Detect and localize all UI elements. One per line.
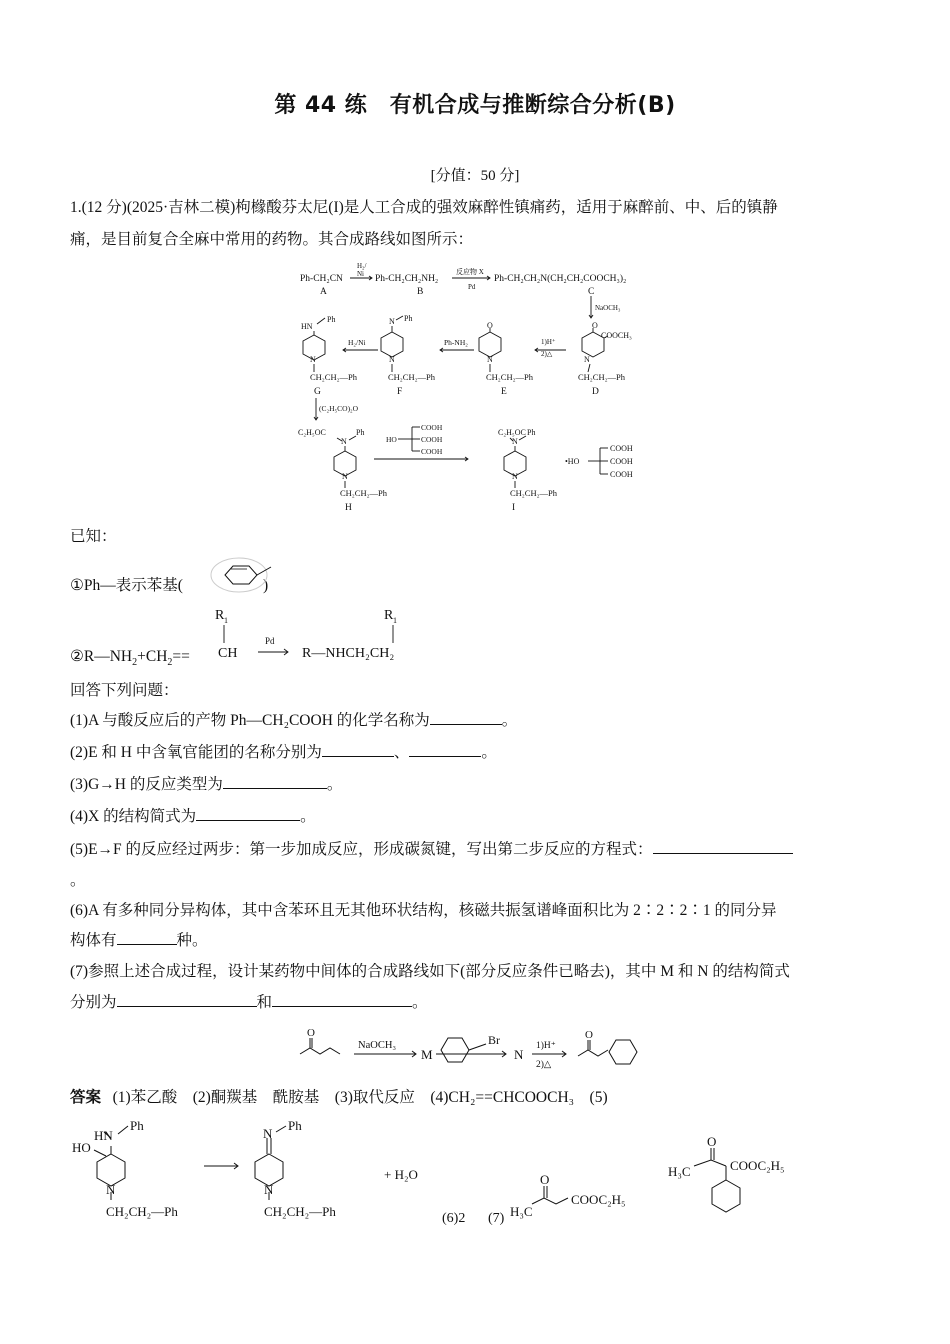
q7-and: 和 bbox=[256, 994, 273, 1011]
benzene-ring-icon bbox=[205, 552, 287, 598]
q7-end: 。 bbox=[412, 994, 428, 1011]
q7-blank-1[interactable] bbox=[117, 988, 257, 1007]
salt-ho: •HO bbox=[565, 457, 580, 466]
q2-blank-2[interactable] bbox=[409, 738, 481, 757]
known-2-sub: 2 bbox=[132, 657, 138, 669]
q2 bbox=[70, 738, 880, 768]
salt-cooh-2: COOH bbox=[610, 457, 633, 466]
label-e: E bbox=[501, 387, 507, 397]
citric-cooh-1: COOH bbox=[421, 423, 443, 432]
known-2-mid: +CH bbox=[137, 648, 168, 665]
citric-ho: HO bbox=[386, 435, 397, 444]
q2-end: 。 bbox=[481, 744, 497, 761]
label-d: D bbox=[592, 387, 599, 397]
route-cond-2: 1)H⁺ bbox=[536, 1041, 556, 1051]
q6-end: 种。 bbox=[176, 932, 208, 949]
q5-blank[interactable] bbox=[653, 835, 793, 854]
score-label: [分值：50 分] bbox=[430, 168, 520, 184]
h-chain: CH₂CH₂—Ph bbox=[340, 488, 388, 498]
f-chain: CH₂CH₂—Ph bbox=[388, 372, 436, 382]
q6-text: 构体有 bbox=[70, 932, 117, 949]
known-label: 已知： bbox=[70, 528, 117, 545]
g-hn: HN bbox=[301, 322, 313, 331]
product-label: R—NHCH₂CH₂ bbox=[302, 646, 395, 661]
ans-cooc2h5-2: COOC₂H₅ bbox=[730, 1158, 785, 1173]
q2-text: (2)E 和 H 中含氧官能团的名称分别为 bbox=[70, 744, 322, 761]
q3-text: (3)G→H 的反应类型为 bbox=[70, 776, 223, 793]
d-substituent: COOCH₃ bbox=[601, 331, 632, 340]
ans-ph-1: Ph bbox=[130, 1118, 144, 1133]
r1-sub-2: 1 bbox=[393, 616, 397, 625]
q7-line1: (7)参照上述合成过程，设计某药物中间体的合成路线如下(部分反应条件已略去)，其中 M 和 N 的结构简式 bbox=[70, 963, 790, 980]
cond-6: H₂/Ni bbox=[348, 338, 366, 347]
ch-label: CH bbox=[218, 646, 238, 661]
answer-text: (1)苯乙酸 (2)酮羰基 酰胺基 (3)取代反应 (4)CH₂==CHCOOCH₃ (5) bbox=[112, 1089, 608, 1106]
q7-route bbox=[296, 1024, 660, 1074]
synthesis-scheme bbox=[290, 258, 670, 520]
cond-2: 反应物 X bbox=[456, 268, 484, 276]
known-2-reaction bbox=[212, 603, 422, 665]
ans-h3c-2: H₃C bbox=[668, 1164, 691, 1179]
known-1 bbox=[70, 571, 880, 601]
f-ph: Ph bbox=[404, 314, 413, 323]
svg-text:N: N bbox=[310, 355, 316, 364]
q3-blank[interactable] bbox=[223, 770, 327, 789]
q7-text: 分别为 bbox=[70, 994, 117, 1011]
cond-4b: 2)△ bbox=[541, 350, 553, 358]
label-b: B bbox=[417, 287, 424, 297]
svg-text:N: N bbox=[342, 472, 348, 481]
h-ph: Ph bbox=[356, 428, 365, 437]
question-intro-2: 痛，是目前复合全麻中常用的药物。其合成路线如图所示： bbox=[70, 231, 474, 248]
q6-blank[interactable] bbox=[117, 926, 177, 945]
ans-7: (7) bbox=[488, 1211, 505, 1226]
svg-text:N: N bbox=[389, 355, 395, 364]
citric-cooh-3: COOH bbox=[421, 447, 443, 456]
cond-7: (C₂H₅CO)₂O bbox=[319, 404, 359, 413]
label-h: H bbox=[345, 503, 352, 513]
i-propionyl: C₂H₅OC bbox=[498, 428, 526, 437]
compound-c: Ph-CH₂CH₂N(CH₂CH₂COOCH₃)₂ bbox=[494, 274, 627, 284]
q6-line1: (6)A 有多种同分异构体，其中含苯环且无其他环状结构，核磁共振氢谱峰面积比为 2∶2∶2∶1 的同分异 bbox=[70, 902, 777, 919]
ans-h3c-1: H₃C bbox=[510, 1204, 533, 1219]
r1-label: R bbox=[215, 608, 225, 623]
page-title: 第 44 练 有机合成与推断综合分析(B) bbox=[274, 93, 676, 118]
known-2-sub2: 2 bbox=[167, 657, 173, 669]
q3 bbox=[70, 770, 880, 800]
compound-b: Ph-CH₂CH₂NH₂ bbox=[375, 274, 439, 284]
ans-hn: HN bbox=[94, 1128, 113, 1143]
label-f: F bbox=[397, 387, 403, 397]
ans-o-1: O bbox=[540, 1172, 550, 1187]
route-o-1: O bbox=[307, 1027, 315, 1039]
q5 bbox=[70, 835, 880, 865]
ans-n-1: N bbox=[106, 1182, 116, 1197]
answer-label: 答案 bbox=[70, 1088, 102, 1106]
known-1-suffix: ) bbox=[262, 577, 269, 594]
cond-2b: Pd bbox=[468, 283, 476, 291]
known-2-eq: == bbox=[172, 648, 190, 665]
d-chain: CH₂CH₂—Ph bbox=[578, 372, 626, 382]
route-cond-2b: 2)△ bbox=[536, 1060, 552, 1070]
known-2-prefix: ②R—NH bbox=[70, 648, 133, 665]
svg-text:O: O bbox=[487, 321, 493, 330]
ans-ph-2: Ph bbox=[288, 1118, 302, 1133]
q1-text: (1)A 与酸反应后的产物 Ph—CH₂COOH 的化学名称为 bbox=[70, 712, 430, 729]
r1-label-2: R bbox=[384, 608, 394, 623]
svg-text:O: O bbox=[592, 321, 598, 330]
route-br: Br bbox=[488, 1033, 500, 1047]
salt-cooh-3: COOH bbox=[610, 470, 633, 479]
h-n: N bbox=[341, 437, 347, 446]
ans-water: + H₂O bbox=[384, 1167, 418, 1182]
label-i: I bbox=[512, 503, 516, 513]
citric-cooh-2: COOH bbox=[421, 435, 443, 444]
route-n: N bbox=[514, 1047, 524, 1062]
q3-end: 。 bbox=[326, 776, 343, 793]
q7-line2 bbox=[70, 988, 880, 1018]
i-n: N bbox=[512, 437, 518, 446]
svg-text:N: N bbox=[487, 355, 493, 364]
answer-line bbox=[70, 1082, 880, 1113]
route-m: M bbox=[421, 1047, 433, 1062]
label-c: C bbox=[588, 287, 595, 297]
ans-n-3: N bbox=[264, 1182, 274, 1197]
e-chain: CH₂CH₂—Ph bbox=[486, 372, 534, 382]
answer-prompt: 回答下列问题： bbox=[70, 682, 179, 699]
answer-structures bbox=[66, 1112, 826, 1232]
q5-end: 。 bbox=[70, 872, 86, 889]
q2-sep: 、 bbox=[393, 744, 410, 761]
ans-chain-2: CH₂CH₂—Ph bbox=[264, 1204, 336, 1219]
salt-cooh-1: COOH bbox=[610, 444, 633, 453]
label-a: A bbox=[320, 287, 327, 297]
cond-4: 1)H⁺ bbox=[541, 338, 556, 346]
f-n: N bbox=[389, 317, 395, 326]
g-chain: CH₂CH₂—Ph bbox=[310, 372, 358, 382]
q1-end: 。 bbox=[501, 712, 518, 729]
ans-6: (6)2 bbox=[442, 1211, 466, 1226]
pd-label: Pd bbox=[265, 636, 275, 646]
cond-5: Ph-NH₂ bbox=[444, 338, 468, 347]
svg-text:N: N bbox=[584, 355, 590, 364]
svg-text:N: N bbox=[512, 472, 518, 481]
ans-ho: HO bbox=[72, 1140, 91, 1155]
q1 bbox=[70, 706, 880, 736]
q4-blank[interactable] bbox=[196, 802, 300, 821]
q4-text: (4)X 的结构简式为 bbox=[70, 808, 197, 825]
r1-sub: 1 bbox=[224, 616, 228, 625]
q5-text: (5)E→F 的反应经过两步：第一步加成反应，形成碳氮键，写出第二步反应的方程式： bbox=[70, 841, 653, 858]
q6-line2 bbox=[70, 926, 880, 956]
route-o-2: O bbox=[585, 1029, 593, 1041]
known-2 bbox=[70, 642, 880, 678]
i-ph: Ph bbox=[527, 428, 536, 437]
q4 bbox=[70, 802, 880, 832]
cond-3: NaOCH₃ bbox=[595, 304, 621, 312]
compound-a: Ph-CH₂CN bbox=[300, 274, 343, 284]
g-ph: Ph bbox=[327, 315, 336, 324]
ans-n-2: N bbox=[263, 1126, 273, 1141]
cond-1b: Ni bbox=[357, 270, 364, 278]
h-propionyl: C₂H₅OC bbox=[298, 428, 326, 437]
question-intro-1: 1.(12 分)(2025·吉林二模)枸橼酸芬太尼(I)是人工合成的强效麻醉性镇痛药，适用于麻醉前、中、后的镇静 bbox=[70, 199, 778, 216]
known-1-prefix: ①Ph—表示苯基( bbox=[70, 577, 183, 594]
label-g: G bbox=[314, 387, 321, 397]
route-cond-1: NaOCH₃ bbox=[358, 1040, 397, 1051]
ans-o-2: O bbox=[707, 1134, 717, 1149]
ans-cooc2h5-1: COOC₂H₅ bbox=[571, 1192, 626, 1207]
ans-chain-1: CH₂CH₂—Ph bbox=[106, 1204, 178, 1219]
q4-end: 。 bbox=[300, 808, 316, 825]
q7-blank-2[interactable] bbox=[272, 988, 412, 1007]
i-chain: CH₂CH₂—Ph bbox=[510, 488, 558, 498]
q2-blank-1[interactable] bbox=[322, 738, 394, 757]
q1-blank[interactable] bbox=[430, 706, 502, 725]
cond-1: H₂/ bbox=[357, 262, 367, 270]
